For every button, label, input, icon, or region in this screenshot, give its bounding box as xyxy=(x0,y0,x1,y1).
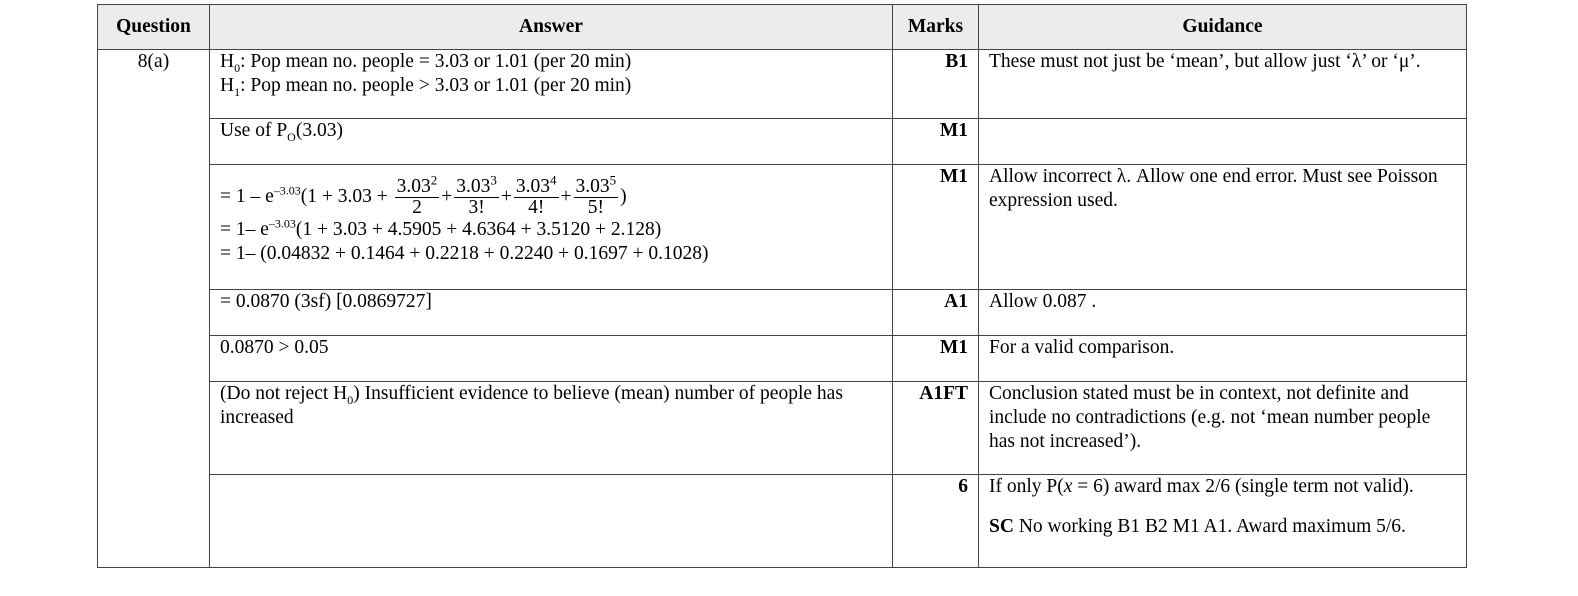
answer-cell xyxy=(210,165,893,290)
mark-scheme-table xyxy=(97,4,1467,568)
fraction: $\frac{3.03^3}{3!}$ xyxy=(456,172,497,218)
answer-cell xyxy=(210,50,893,119)
header-question: Question xyxy=(98,5,210,50)
guidance-cell: These must not just be ‘mean’, but allow just ‘λ’ or ‘μ’. xyxy=(979,50,1467,119)
header-guidance: Guidance xyxy=(979,5,1467,50)
fraction: $\frac{3.03^4}{4!}$ xyxy=(515,172,557,218)
table-row xyxy=(98,119,1467,165)
special-case-note: SC No working B1 B2 M1 A1. Award maximum 5/6. xyxy=(989,516,1406,537)
total-mark-cell: 6 xyxy=(893,475,979,568)
table-row xyxy=(98,336,1467,382)
question-number: 8(a) xyxy=(98,50,210,568)
max-award-note: If only P(x = 6) award max 2/6 (single term not valid). xyxy=(989,476,1414,497)
answer-cell: Use of $P_O(3.03)$ xyxy=(210,119,893,165)
guidance-cell: For a valid comparison. xyxy=(979,336,1467,382)
mark-cell: M1 xyxy=(893,119,979,165)
guidance-cell: Conclusion stated must be in context, not definite and include no contradictions (e.g. not ‘mean number people has not increased’). xyxy=(979,382,1467,475)
alternative-hypothesis: $H_1$: Pop mean no. people > 3.03 or 1.01 (per 20 min) xyxy=(220,75,632,99)
table-row xyxy=(98,475,1467,568)
answer-cell: (Do not reject $H_0$) Insufficient evidence to believe (mean) number of people has increased xyxy=(210,382,893,475)
header-row xyxy=(98,5,1467,50)
mark-cell: A1FT xyxy=(893,382,979,475)
mark-cell: M1 xyxy=(893,165,979,290)
fraction: $\frac{3.03^5}{5!}$ xyxy=(575,172,617,218)
fraction: $\frac{3.03^2}{2}$ xyxy=(396,172,438,218)
mark-cell: B1 xyxy=(893,50,979,119)
mark-cell: M1 xyxy=(893,336,979,382)
answer-cell xyxy=(210,475,893,568)
table-row xyxy=(98,290,1467,336)
evaluated-line: = 1– (0.04832 + 0.1464 + 0.2218 + 0.2240 + 0.1697 + 0.1028) xyxy=(220,243,709,264)
answer-cell: = 0.0870 (3sf) [0.0869727] xyxy=(210,290,893,336)
poisson-expression-line: = $1 - e^{-3.03}(1 + 3.03$ + $\frac{3.03^2}{2}$ + $\frac{3.03^3}{3!}$ + $\frac{3.03^4}{4!}$ + $\frac{3.03^5}{5!}$ ) xyxy=(220,172,627,218)
header-marks: Marks xyxy=(893,5,979,50)
answer-cell: 0.0870 > 0.05 xyxy=(210,336,893,382)
expansion-line: = 1– $e^{-3.03}(1 + 3.03 + 4.5905 + 4.6364 + 3.5120 + 2.128)$ xyxy=(220,216,662,240)
mark-cell: A1 xyxy=(893,290,979,336)
table-row xyxy=(98,165,1467,290)
guidance-cell xyxy=(979,475,1467,568)
header-answer: Answer xyxy=(210,5,893,50)
table-row xyxy=(98,50,1467,119)
guidance-cell xyxy=(979,119,1467,165)
guidance-cell: Allow 0.087 . xyxy=(979,290,1467,336)
guidance-cell: Allow incorrect λ. Allow one end error. Must see Poisson expression used. xyxy=(979,165,1467,290)
null-hypothesis: $H_0$: Pop mean no. people = 3.03 or 1.01 (per 20 min) xyxy=(220,51,632,75)
table-row xyxy=(98,382,1467,475)
